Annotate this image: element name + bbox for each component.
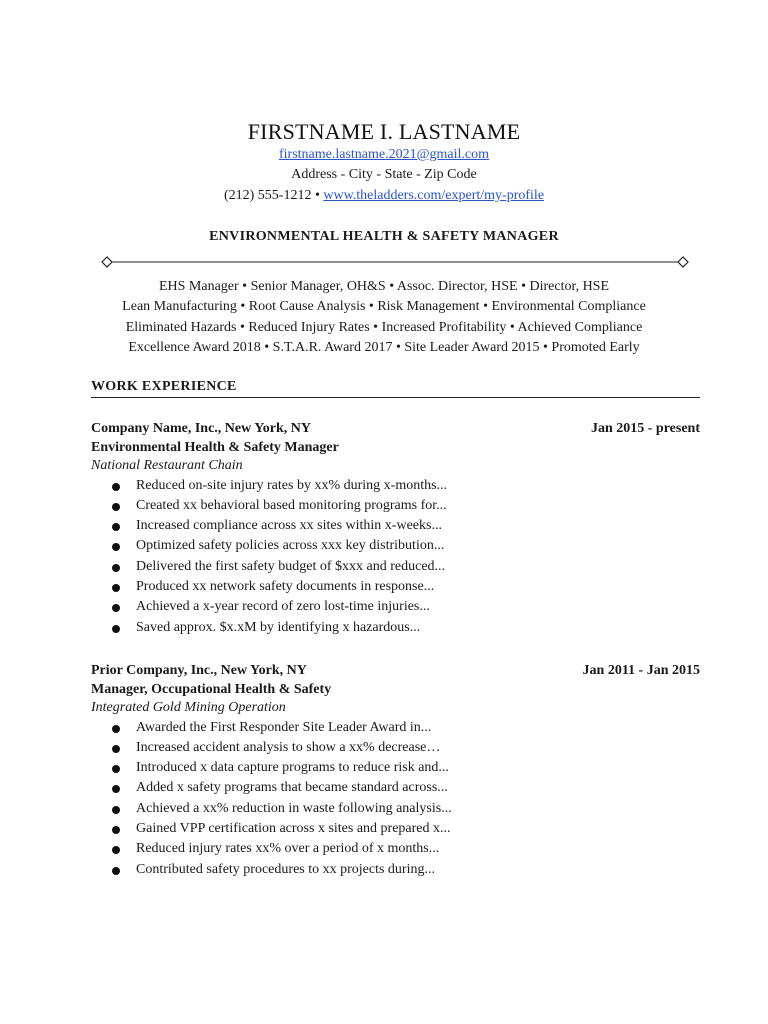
email-link[interactable]: firstname.lastname.2021@gmail.com (278, 147, 489, 162)
achievement-text: Optimized safety policies across xxx key distribution... (136, 538, 445, 554)
job-dates: Jan 2015 - present (590, 421, 700, 436)
list-item (91, 718, 700, 738)
achievement-text: Created xx behavioral based monitoring programs for... (136, 497, 447, 513)
achievement-list (91, 476, 700, 638)
bullet-icon (112, 765, 120, 773)
email-line (0, 147, 768, 163)
bullet-icon (112, 846, 120, 854)
bullet-icon (112, 604, 120, 612)
contact-line (0, 188, 768, 204)
list-item (91, 799, 700, 819)
list-item (91, 839, 700, 859)
list-item (91, 516, 700, 536)
keyword-line: Lean Manufacturing • Root Cause Analysis • Risk Management • Environmental Compliance (122, 299, 646, 314)
achievement-text: Achieved a x-year record of zero lost-time injuries... (136, 599, 430, 615)
organization-type: National Restaurant Chain (91, 458, 243, 473)
list-item (91, 557, 700, 577)
bullet-icon (112, 503, 120, 511)
bullet-icon (112, 806, 120, 814)
achievement-text: Delivered the first safety budget of $xxx and reduced... (136, 558, 446, 574)
divider-diamond-right-icon (678, 257, 688, 267)
phone-number: (212) 555-1212 • (223, 188, 324, 203)
achievement-text: Contributed safety procedures to xx projects during... (136, 861, 435, 877)
bullet-icon (112, 564, 120, 572)
bullet-icon (112, 483, 120, 491)
list-item (91, 860, 700, 880)
organization-type: Integrated Gold Mining Operation (91, 700, 286, 715)
achievement-text: Gained VPP certification across x sites and prepared x... (136, 820, 451, 836)
list-item (91, 758, 700, 778)
achievement-text: Saved approx. $x.xM by identifying x hazardous... (136, 619, 421, 635)
keyword-line: Eliminated Hazards • Reduced Injury Rates • Increased Profitability • Achieved Compliance (125, 320, 643, 335)
achievement-text: Increased compliance across xx sites within x-weeks... (136, 518, 442, 534)
list-item (91, 618, 700, 638)
list-item (91, 778, 700, 798)
job-title: Manager, Occupational Health & Safety (91, 681, 332, 697)
bullet-icon (112, 867, 120, 875)
list-item (91, 476, 700, 496)
list-item (91, 536, 700, 556)
bullet-icon (112, 543, 120, 551)
bullet-icon (112, 625, 120, 633)
job-entry (91, 420, 700, 638)
company-name: Company Name, Inc., New York, NY (91, 421, 311, 436)
achievement-text: Introduced x data capture programs to reduce risk and... (136, 760, 449, 776)
achievement-text: Increased accident analysis to show a xx% decrease… (136, 739, 441, 755)
job-dates: Jan 2011 - Jan 2015 (582, 663, 700, 678)
bullet-icon (112, 725, 120, 733)
achievement-text: Awarded the First Responder Site Leader Award in... (136, 719, 432, 735)
job-header (91, 420, 700, 439)
achievement-text: Achieved a xx% reduction in waste following analysis... (136, 800, 452, 816)
list-item (91, 819, 700, 839)
address-line: Address - City - State - Zip Code (291, 167, 477, 182)
achievement-text: Added x safety programs that became standard across... (136, 780, 448, 796)
list-item (91, 496, 700, 516)
professional-headline: ENVIRONMENTAL HEALTH & SAFETY MANAGER (209, 229, 559, 244)
diamond-divider (101, 255, 689, 269)
achievement-list (91, 718, 700, 880)
job-entry (91, 662, 700, 880)
list-item (91, 738, 700, 758)
achievement-text: Reduced injury rates xx% over a period of x months... (136, 841, 440, 857)
achievement-text: Produced xx network safety documents in response... (136, 578, 435, 594)
website-link[interactable]: www.theladders.com/expert/my-profile (323, 188, 545, 203)
job-title: Environmental Health & Safety Manager (91, 439, 339, 455)
company-name: Prior Company, Inc., New York, NY (91, 663, 307, 678)
bullet-icon (112, 785, 120, 793)
divider-diamond-left-icon (102, 257, 112, 267)
candidate-name: FIRSTNAME I. LASTNAME (247, 119, 521, 144)
list-item (91, 597, 700, 617)
bullet-icon (112, 745, 120, 753)
bullet-icon (112, 826, 120, 834)
keyword-line: EHS Manager • Senior Manager, OH&S • Assoc. Director, HSE • Director, HSE (158, 279, 610, 294)
achievement-text: Reduced on-site injury rates by xx% during x-months... (136, 477, 448, 493)
section-title-work-experience: WORK EXPERIENCE (91, 379, 700, 398)
list-item (91, 577, 700, 597)
bullet-icon (112, 584, 120, 592)
bullet-icon (112, 523, 120, 531)
keyword-line: Excellence Award 2018 • S.T.A.R. Award 2017 • Site Leader Award 2015 • Promoted Early (128, 340, 640, 355)
job-header (91, 662, 700, 681)
